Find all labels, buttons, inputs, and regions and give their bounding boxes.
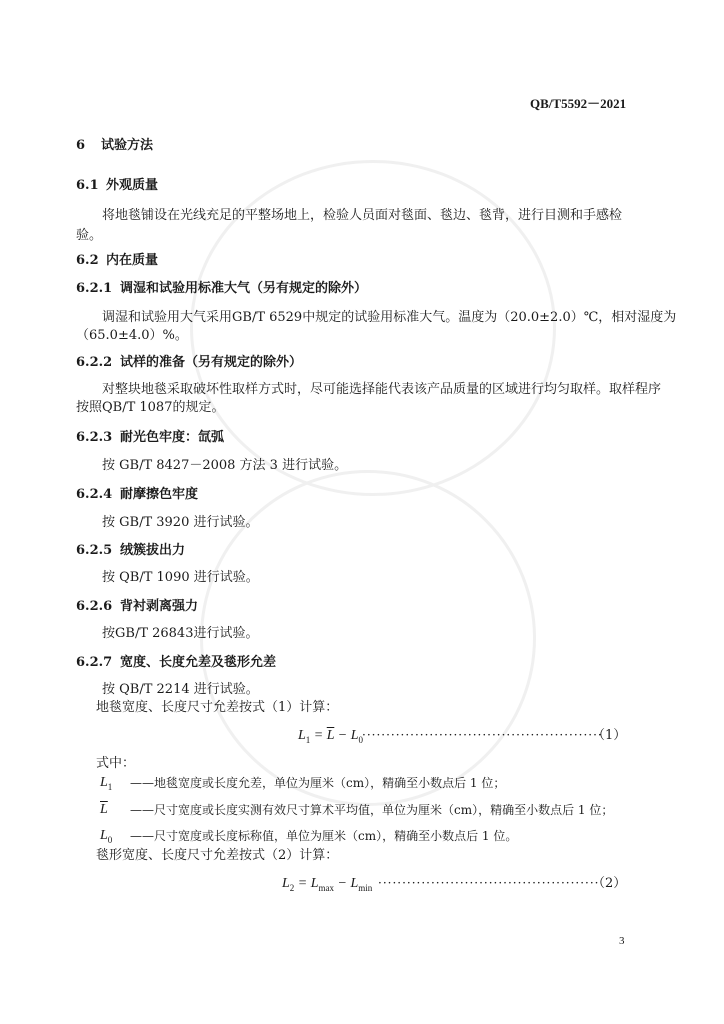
section-6-2-1-title: 调湿和试验用标准大气（另有规定的除外） — [120, 281, 368, 296]
section-6-2-6-body: 按GB/T 26843进行试验。 — [102, 626, 259, 641]
section-6-2-2-number: 6.2.2 — [76, 355, 113, 370]
section-6-2-3-body: 按 GB/T 8427－2008 方法 3 进行试验。 — [102, 458, 348, 473]
section-6-2-5-title: 绒簇拔出力 — [120, 543, 186, 558]
section-6-2-7-number: 6.2.7 — [76, 655, 113, 670]
equation-1-number: （1） — [592, 728, 627, 743]
symbol-L1: $L_1$ — [100, 775, 113, 792]
equation-2-leader: ·············································· — [378, 876, 600, 890]
section-6-2-4-body: 按 GB/T 3920 进行试验。 — [102, 515, 259, 530]
definition-L1: ——地毯宽度或长度允差，单位为厘米（cm），精确至小数点后 1 位； — [130, 776, 506, 790]
equation-2: $L_2 = L_{max} - L_{min}$ — [282, 876, 373, 893]
section-6-2-number: 6.2 — [76, 253, 99, 268]
section-6-2-7-body-3: 毯形宽度、长度尺寸允差按式（2）计算： — [96, 848, 339, 863]
section-6-2-1-number: 6.2.1 — [76, 281, 113, 296]
section-6-2-6-number: 6.2.6 — [76, 599, 113, 614]
symbol-L-bar: $\overline{L}$ — [100, 802, 108, 817]
section-6-2-1-body-cont: （65.0±4.0）%。 — [76, 328, 188, 343]
section-6-2-5-number: 6.2.5 — [76, 543, 113, 558]
definition-L0: ——尺寸宽度或长度标称值，单位为厘米（cm），精确至小数点后 1 位。 — [130, 829, 518, 843]
section-6-2-6-title: 背衬剥离强力 — [120, 599, 199, 614]
section-6-2-3-title: 耐光色牢度：氙弧 — [120, 430, 225, 445]
equation-1-leader: ·················································· — [362, 728, 603, 742]
section-6-2-1-body: 调湿和试验用大气采用GB/T 6529中规定的试验用标准大气。温度为（20.0±2.0）℃，相对湿度为 — [102, 310, 677, 325]
section-6-1-body: 将地毯铺设在光线充足的平整场地上，检验人员面对毯面、毯边、毯背，进行目测和手感检 — [102, 208, 623, 223]
section-6-number: 6 — [76, 138, 86, 153]
page-number: 3 — [619, 935, 625, 947]
section-6-title: 试验方法 — [101, 138, 154, 153]
section-6-2-7-body-2: 地毯宽度、长度尺寸允差按式（1）计算： — [96, 700, 339, 715]
where-label: 式中： — [96, 756, 136, 771]
section-6-1-number: 6.1 — [76, 178, 99, 193]
section-6-2-2-body-cont: 按照QB/T 1087的规定。 — [76, 400, 225, 415]
section-6-2-7-title: 宽度、长度允差及毯形允差 — [120, 655, 277, 670]
section-6-2-7-body: 按 QB/T 2214 进行试验。 — [102, 682, 259, 697]
section-6-2-title: 内在质量 — [106, 253, 159, 268]
section-6-2-5-body: 按 QB/T 1090 进行试验。 — [102, 570, 259, 585]
definition-L-bar: ——尺寸宽度或长度实测有效尺寸算术平均值，单位为厘米（cm），精确至小数点后 1 位； — [130, 803, 614, 817]
section-6-2-4-number: 6.2.4 — [76, 487, 113, 502]
equation-1: $L_1 = \overline{L} - L_0$ — [298, 728, 364, 745]
section-6-2-3-number: 6.2.3 — [76, 430, 113, 445]
section-6-2-4-title: 耐摩擦色牢度 — [120, 487, 199, 502]
section-6-2-2-title: 试样的准备（另有规定的除外） — [120, 355, 303, 370]
equation-2-number: （2） — [592, 876, 627, 891]
section-6-1-title: 外观质量 — [106, 178, 159, 193]
section-6-1-body-cont: 验。 — [76, 228, 103, 243]
symbol-L0: $L_0$ — [100, 828, 113, 845]
standard-number: QB/T5592－2021 — [530, 96, 627, 111]
section-6-2-2-body: 对整块地毯采取破坏性取样方式时，尽可能选择能代表该产品质量的区域进行均匀取样。取样程序 — [102, 382, 662, 397]
